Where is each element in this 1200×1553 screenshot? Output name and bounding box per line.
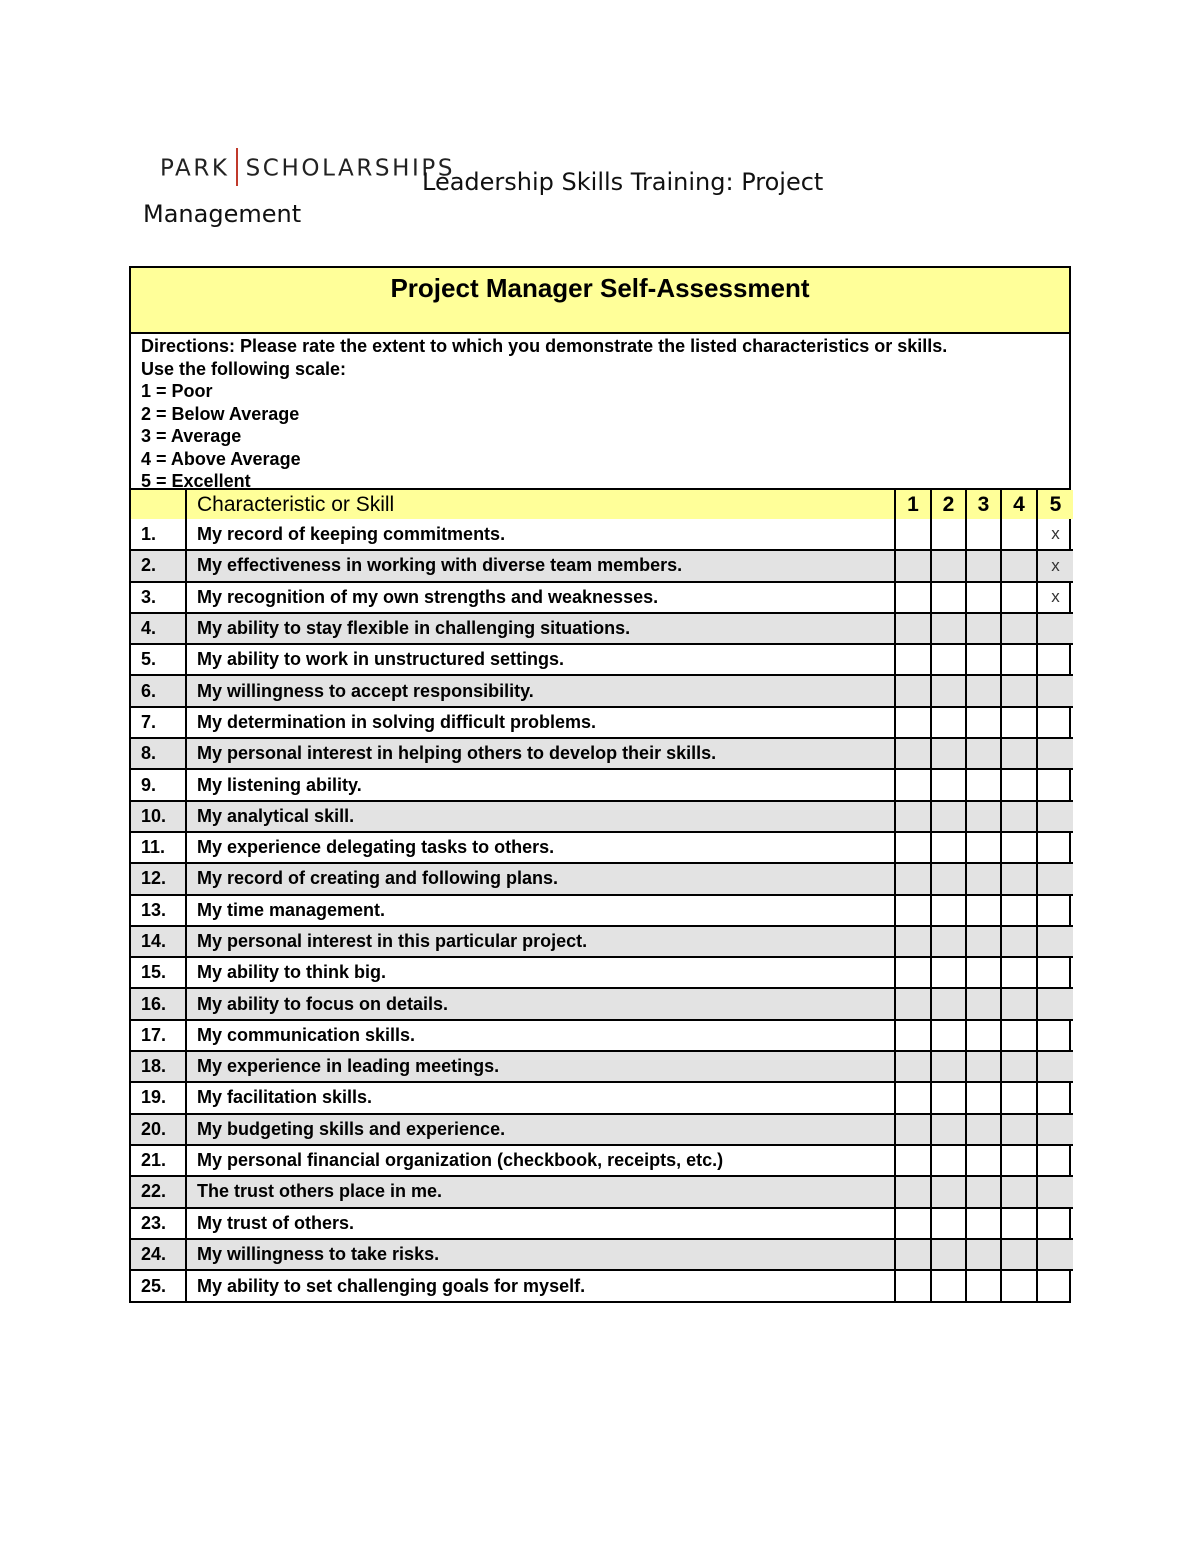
skill-text: My willingness to take risks. (186, 1239, 895, 1270)
rating-cell-4[interactable] (1001, 550, 1037, 581)
rating-cell-1[interactable] (895, 1270, 931, 1301)
rating-cell-5[interactable] (1037, 644, 1073, 675)
rating-cell-4[interactable] (1001, 1020, 1037, 1051)
skill-text: My analytical skill. (186, 801, 895, 832)
row-number: 20. (131, 1114, 186, 1145)
table-row (131, 1082, 1073, 1113)
rating-cell-1[interactable] (895, 644, 931, 675)
form-title: Project Manager Self-Assessment (390, 273, 810, 303)
header-rating-4: 4 (1001, 490, 1037, 519)
rating-cell-5[interactable] (1037, 863, 1073, 894)
rating-cell-2[interactable] (931, 801, 966, 832)
rating-cell-4[interactable] (1001, 863, 1037, 894)
assessment-table (131, 490, 1073, 1301)
table-row (131, 519, 1073, 550)
table-header-row (131, 490, 1073, 519)
rating-cell-4[interactable] (1001, 1082, 1037, 1113)
rating-cell-3[interactable] (966, 832, 1001, 863)
directions-line: Directions: Please rate the extent to which you demonstrate the listed characteristics or skills. (141, 336, 948, 356)
rating-cell-2[interactable] (931, 895, 966, 926)
rating-cell-2[interactable] (931, 988, 966, 1019)
rating-cell-2[interactable] (931, 1114, 966, 1145)
rating-cell-3[interactable] (966, 926, 1001, 957)
rating-cell-1[interactable] (895, 519, 931, 550)
rating-cell-2[interactable] (931, 1051, 966, 1082)
rating-cell-3[interactable] (966, 1114, 1001, 1145)
rating-cell-2[interactable] (931, 738, 966, 769)
rating-cell-4[interactable] (1001, 957, 1037, 988)
rating-cell-1[interactable] (895, 1082, 931, 1113)
table-row (131, 1176, 1073, 1207)
rating-cell-2[interactable] (931, 863, 966, 894)
scale-item-1: 1 = Poor (141, 381, 213, 401)
rating-cell-4[interactable] (1001, 988, 1037, 1019)
rating-cell-1[interactable] (895, 613, 931, 644)
skill-text: My experience delegating tasks to others. (186, 832, 895, 863)
rating-cell-1[interactable] (895, 832, 931, 863)
skill-text: My ability to think big. (186, 957, 895, 988)
rating-cell-4[interactable] (1001, 644, 1037, 675)
row-number: 6. (131, 675, 186, 706)
document-title-line2: Management (143, 200, 302, 228)
rating-cell-5[interactable] (1037, 1020, 1073, 1051)
table-row (131, 675, 1073, 706)
rating-cell-3[interactable] (966, 895, 1001, 926)
row-number: 22. (131, 1176, 186, 1207)
rating-cell-4[interactable] (1001, 832, 1037, 863)
table-row (131, 801, 1073, 832)
row-number: 12. (131, 863, 186, 894)
row-number: 8. (131, 738, 186, 769)
skill-text: My communication skills. (186, 1020, 895, 1051)
table-row (131, 926, 1073, 957)
rating-cell-5[interactable] (1037, 1176, 1073, 1207)
rating-cell-5[interactable] (1037, 1051, 1073, 1082)
rating-cell-5[interactable] (1037, 801, 1073, 832)
rating-cell-5[interactable] (1037, 1208, 1073, 1239)
row-number: 11. (131, 832, 186, 863)
table-row (131, 613, 1073, 644)
rating-cell-3[interactable] (966, 550, 1001, 581)
rating-cell-5[interactable] (1037, 1082, 1073, 1113)
skill-text: My personal financial organization (checkbook, receipts, etc.) (186, 1145, 895, 1176)
rating-cell-5[interactable] (1037, 957, 1073, 988)
header-rating-5: 5 (1037, 490, 1073, 519)
rating-cell-2[interactable] (931, 832, 966, 863)
row-number: 5. (131, 644, 186, 675)
rating-cell-1[interactable] (895, 675, 931, 706)
rating-cell-1[interactable] (895, 895, 931, 926)
scale-item-4: 4 = Above Average (141, 448, 301, 469)
rating-cell-2[interactable] (931, 1208, 966, 1239)
rating-cell-3[interactable] (966, 769, 1001, 800)
rating-cell-5[interactable]: x (1037, 550, 1073, 581)
rating-cell-1[interactable] (895, 738, 931, 769)
row-number: 17. (131, 1020, 186, 1051)
header-rating-3: 3 (966, 490, 1001, 519)
rating-cell-1[interactable] (895, 1020, 931, 1051)
table-row (131, 644, 1073, 675)
header-rating-2: 2 (931, 490, 966, 519)
rating-cell-2[interactable] (931, 613, 966, 644)
skill-text: My recognition of my own strengths and weaknesses. (186, 582, 895, 613)
rating-cell-4[interactable] (1001, 675, 1037, 706)
rating-cell-1[interactable] (895, 769, 931, 800)
rating-cell-5[interactable] (1037, 832, 1073, 863)
scale-item-5: 5 = Excellent (141, 471, 251, 491)
row-number: 24. (131, 1239, 186, 1270)
rating-cell-5[interactable] (1037, 1270, 1073, 1301)
rating-cell-1[interactable] (895, 1114, 931, 1145)
row-number: 7. (131, 707, 186, 738)
rating-cell-3[interactable] (966, 582, 1001, 613)
form-title-box (131, 268, 1069, 334)
skill-text: My facilitation skills. (186, 1082, 895, 1113)
rating-cell-4[interactable] (1001, 1176, 1037, 1207)
rating-cell-2[interactable] (931, 519, 966, 550)
rating-cell-4[interactable] (1001, 738, 1037, 769)
rating-cell-4[interactable] (1001, 707, 1037, 738)
rating-cell-2[interactable] (931, 707, 966, 738)
rating-cell-3[interactable] (966, 1051, 1001, 1082)
rating-cell-3[interactable] (966, 1208, 1001, 1239)
rating-cell-4[interactable] (1001, 1239, 1037, 1270)
table-row (131, 1020, 1073, 1051)
table-row (131, 832, 1073, 863)
rating-cell-1[interactable] (895, 550, 931, 581)
rating-cell-5[interactable] (1037, 613, 1073, 644)
rating-cell-2[interactable] (931, 1176, 966, 1207)
row-number: 19. (131, 1082, 186, 1113)
rating-cell-4[interactable] (1001, 582, 1037, 613)
rating-cell-3[interactable] (966, 1020, 1001, 1051)
skill-text: My determination in solving difficult problems. (186, 707, 895, 738)
row-number: 21. (131, 1145, 186, 1176)
rating-cell-5[interactable] (1037, 895, 1073, 926)
row-number: 2. (131, 550, 186, 581)
rating-cell-2[interactable] (931, 769, 966, 800)
logo-text-right: SCHOLARSHIPS (245, 155, 456, 182)
row-number: 23. (131, 1208, 186, 1239)
header-skill: Characteristic or Skill (186, 490, 895, 519)
rating-cell-2[interactable] (931, 1239, 966, 1270)
row-number: 16. (131, 988, 186, 1019)
rating-cell-3[interactable] (966, 675, 1001, 706)
rating-cell-3[interactable] (966, 707, 1001, 738)
assessment-rows (131, 519, 1073, 1301)
table-row (131, 1051, 1073, 1082)
rating-cell-2[interactable] (931, 550, 966, 581)
skill-text: My ability to set challenging goals for myself. (186, 1270, 895, 1301)
directions-line: Use the following scale: (141, 358, 347, 379)
skill-text: The trust others place in me. (186, 1176, 895, 1207)
table-row (131, 1270, 1073, 1301)
table-row (131, 1239, 1073, 1270)
scale-item-2: 2 = Below Average (141, 403, 300, 424)
rating-cell-5[interactable] (1037, 988, 1073, 1019)
directions-block (131, 334, 1069, 490)
skill-text: My trust of others. (186, 1208, 895, 1239)
rating-cell-2[interactable] (931, 1020, 966, 1051)
document-title-line1: Leadership Skills Training: Project (422, 168, 824, 196)
rating-cell-5[interactable] (1037, 707, 1073, 738)
rating-cell-2[interactable] (931, 1082, 966, 1113)
header-rating-1: 1 (895, 490, 931, 519)
rating-cell-4[interactable] (1001, 1270, 1037, 1301)
rating-cell-4[interactable] (1001, 1145, 1037, 1176)
rating-cell-1[interactable] (895, 1145, 931, 1176)
rating-cell-4[interactable] (1001, 801, 1037, 832)
row-number: 10. (131, 801, 186, 832)
rating-cell-3[interactable] (966, 644, 1001, 675)
table-row (131, 1145, 1073, 1176)
table-row (131, 1114, 1073, 1145)
rating-cell-1[interactable] (895, 988, 931, 1019)
skill-text: My budgeting skills and experience. (186, 1114, 895, 1145)
table-row (131, 957, 1073, 988)
park-scholarships-logo (160, 148, 455, 188)
rating-cell-5[interactable]: x (1037, 582, 1073, 613)
skill-text: My time management. (186, 895, 895, 926)
rating-cell-3[interactable] (966, 1145, 1001, 1176)
rating-cell-1[interactable] (895, 863, 931, 894)
row-number: 14. (131, 926, 186, 957)
rating-cell-2[interactable] (931, 1270, 966, 1301)
rating-cell-5[interactable] (1037, 1145, 1073, 1176)
rating-cell-3[interactable] (966, 801, 1001, 832)
rating-cell-3[interactable] (966, 1270, 1001, 1301)
row-number: 15. (131, 957, 186, 988)
rating-cell-4[interactable] (1001, 895, 1037, 926)
row-number: 1. (131, 519, 186, 550)
rating-cell-5[interactable]: x (1037, 519, 1073, 550)
skill-text: My personal interest in this particular project. (186, 926, 895, 957)
rating-cell-3[interactable] (966, 957, 1001, 988)
rating-cell-1[interactable] (895, 801, 931, 832)
rating-cell-3[interactable] (966, 738, 1001, 769)
skill-text: My record of keeping commitments. (186, 519, 895, 550)
rating-cell-4[interactable] (1001, 769, 1037, 800)
row-number: 13. (131, 895, 186, 926)
rating-cell-1[interactable] (895, 1051, 931, 1082)
skill-text: My record of creating and following plans. (186, 863, 895, 894)
rating-cell-1[interactable] (895, 582, 931, 613)
rating-cell-5[interactable] (1037, 1114, 1073, 1145)
table-row (131, 1208, 1073, 1239)
table-row (131, 707, 1073, 738)
rating-cell-2[interactable] (931, 675, 966, 706)
skill-text: My ability to work in unstructured settings. (186, 644, 895, 675)
skill-text: My ability to stay flexible in challenging situations. (186, 613, 895, 644)
table-row (131, 738, 1073, 769)
rating-cell-5[interactable] (1037, 738, 1073, 769)
rating-cell-4[interactable] (1001, 613, 1037, 644)
table-row (131, 988, 1073, 1019)
skill-text: My experience in leading meetings. (186, 1051, 895, 1082)
rating-cell-2[interactable] (931, 1145, 966, 1176)
self-assessment-form (129, 266, 1071, 1303)
header-num-cell (131, 490, 186, 519)
rating-cell-3[interactable] (966, 988, 1001, 1019)
logo-text-left: PARK (160, 155, 230, 182)
table-row (131, 582, 1073, 613)
row-number: 9. (131, 769, 186, 800)
rating-cell-3[interactable] (966, 613, 1001, 644)
rating-cell-4[interactable] (1001, 1208, 1037, 1239)
row-number: 18. (131, 1051, 186, 1082)
rating-cell-3[interactable] (966, 519, 1001, 550)
scale-item-3: 3 = Average (141, 426, 242, 446)
rating-cell-3[interactable] (966, 1176, 1001, 1207)
logo-divider (236, 148, 238, 186)
rating-cell-3[interactable] (966, 863, 1001, 894)
rating-cell-5[interactable] (1037, 926, 1073, 957)
table-row (131, 769, 1073, 800)
rating-cell-1[interactable] (895, 926, 931, 957)
table-row (131, 895, 1073, 926)
row-number: 4. (131, 613, 186, 644)
row-number: 25. (131, 1270, 186, 1301)
rating-cell-5[interactable] (1037, 675, 1073, 706)
skill-text: My effectiveness in working with diverse team members. (186, 550, 895, 581)
table-row (131, 550, 1073, 581)
rating-cell-3[interactable] (966, 1082, 1001, 1113)
skill-text: My personal interest in helping others to develop their skills. (186, 738, 895, 769)
rating-cell-2[interactable] (931, 644, 966, 675)
skill-text: My ability to focus on details. (186, 988, 895, 1019)
rating-cell-4[interactable] (1001, 519, 1037, 550)
rating-cell-1[interactable] (895, 1176, 931, 1207)
rating-cell-1[interactable] (895, 707, 931, 738)
table-row (131, 863, 1073, 894)
row-number: 3. (131, 582, 186, 613)
skill-text: My listening ability. (186, 769, 895, 800)
skill-text: My willingness to accept responsibility. (186, 675, 895, 706)
rating-cell-3[interactable] (966, 1239, 1001, 1270)
rating-cell-1[interactable] (895, 1239, 931, 1270)
rating-cell-2[interactable] (931, 582, 966, 613)
rating-cell-1[interactable] (895, 1208, 931, 1239)
rating-cell-4[interactable] (1001, 1114, 1037, 1145)
rating-cell-5[interactable] (1037, 769, 1073, 800)
rating-cell-4[interactable] (1001, 1051, 1037, 1082)
rating-cell-5[interactable] (1037, 1239, 1073, 1270)
rating-cell-1[interactable] (895, 957, 931, 988)
rating-cell-2[interactable] (931, 957, 966, 988)
rating-cell-4[interactable] (1001, 926, 1037, 957)
rating-cell-2[interactable] (931, 926, 966, 957)
